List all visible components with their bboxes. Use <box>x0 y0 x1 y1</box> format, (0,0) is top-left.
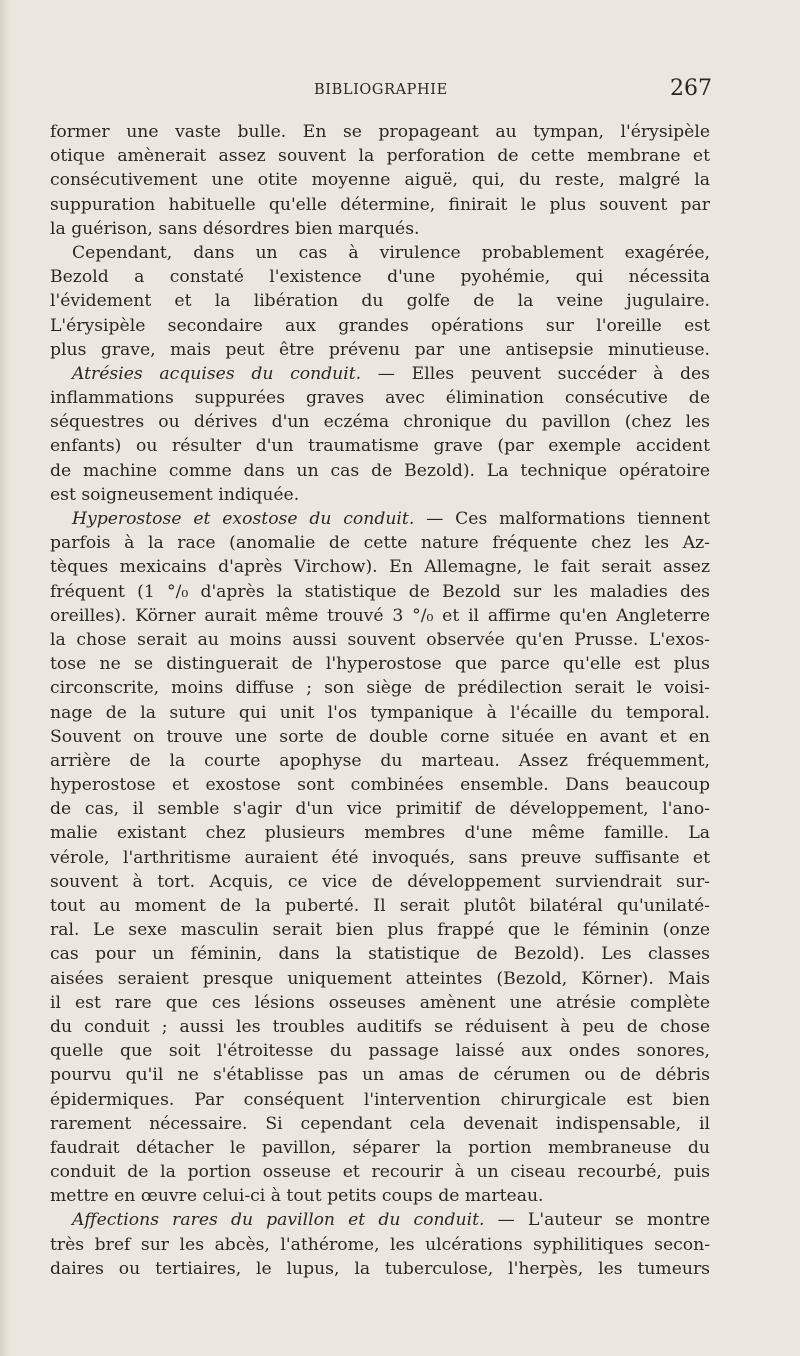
section-line <box>50 1208 710 1232</box>
section-line <box>50 362 710 386</box>
text-line: du conduit ; aussi les troubles auditifs se réduisent à peu de chose <box>50 1016 710 1037</box>
text-line: de cas, il semble s'agir d'un vice primitif de développement, l'ano- <box>50 799 710 820</box>
text-line: tèques mexicains d'après Virchow). En Allemagne, le fait serait assez <box>50 557 710 578</box>
text-line: nage de la suture qui unit l'os tympanique à l'écaille du temporal. <box>50 702 710 723</box>
text-line: L'érysipèle secondaire aux grandes opérations sur l'oreille est <box>50 315 710 336</box>
section-text: — L'auteur se montre <box>484 1210 710 1231</box>
page-gutter-shadow <box>0 0 10 1356</box>
text-line: inflammations suppurées graves avec élimination consécutive de <box>50 388 710 409</box>
text-line: circonscrite, moins diffuse ; son siège de prédilection serait le voisi- <box>50 678 710 699</box>
page-header <box>52 76 712 104</box>
text-line: daires ou tertiaires, le lupus, la tuberculose, l'herpès, les tumeurs <box>50 1258 710 1279</box>
text-line: tose ne se distinguerait de l'hyperostose que parce qu'elle est plus <box>50 654 710 675</box>
text-line: aisées seraient presque uniquement atteintes (Bezold, Körner). Mais <box>50 968 710 989</box>
text-line: enfants) ou résulter d'un traumatisme grave (par exemple accident <box>50 436 710 457</box>
text-line: parfois à la race (anomalie de cette nature fréquente chez les Az- <box>50 533 710 554</box>
text-line: très bref sur les abcès, l'athérome, les ulcérations syphilitiques secon- <box>50 1234 710 1255</box>
text-line: quelle que soit l'étroitesse du passage laissé aux ondes sonores, <box>50 1041 710 1062</box>
text-line: de machine comme dans un cas de Bezold). La technique opératoire <box>50 460 710 481</box>
section-text: — Elles peuvent succéder à des <box>361 363 710 384</box>
text-line: malie existant chez plusieurs membres d'une même famille. La <box>50 823 710 844</box>
section-heading: Atrésies acquises du conduit. <box>72 363 362 384</box>
text-line: épidermiques. Par conséquent l'intervention chirurgicale est bien <box>50 1089 710 1110</box>
text-line: cas pour un féminin, dans la statistique de Bezold). Les classes <box>50 944 710 965</box>
section-heading: Hyperostose et exostose du conduit. <box>72 509 415 529</box>
text-line: former une vaste bulle. En se propageant au tympan, l'érysipèle <box>50 122 710 142</box>
text-line: conduit de la portion osseuse et recourir à un ciseau recourbé, puis <box>50 1162 710 1183</box>
text-line: la chose serait au moins aussi souvent observée qu'en Prusse. L'exos- <box>50 629 710 650</box>
text-line: la guérison, sans désordres bien marqués. <box>50 218 420 239</box>
text-line: otique amènerait assez souvent la perforation de cette membrane et <box>50 146 710 167</box>
text-line: suppuration habituelle qu'elle détermine, finirait le plus souvent par <box>50 194 710 215</box>
text-line: rarement nécessaire. Si cependant cela devenait indispensable, il <box>50 1113 710 1134</box>
section-heading: Affections rares du pavillon et du conduit. <box>72 1210 485 1231</box>
section-line <box>50 507 710 531</box>
text-line: tout au moment de la puberté. Il serait plutôt bilatéral qu'unilaté- <box>50 896 710 916</box>
text-line: il est rare que ces lésions osseuses amènent une atrésie complète <box>50 992 710 1013</box>
text-line: Cependant, dans un cas à virulence probablement exagérée, <box>72 242 710 263</box>
text-line: fréquent (1 °/₀ d'après la statistique de Bezold sur les maladies des <box>50 581 710 602</box>
text-line: ral. Le sexe masculin serait bien plus frappé que le féminin (onze <box>50 920 710 941</box>
text-line: Souvent on trouve une sorte de double corne située en avant et en <box>50 726 710 747</box>
running-head: BIBLIOGRAPHIE <box>314 82 448 98</box>
text-line: est soigneusement indiquée. <box>50 484 300 505</box>
text-line: consécutivement une otite moyenne aiguë, qui, du reste, malgré la <box>50 170 710 191</box>
text-line: plus grave, mais peut être prévenu par une antisepsie minutieuse. <box>50 339 710 360</box>
text-line: mettre en œuvre celui-ci à tout petits coups de marteau. <box>50 1186 544 1207</box>
text-line: arrière de la courte apophyse du marteau. Assez fréquemment, <box>50 750 710 771</box>
text-line: oreilles). Körner aurait même trouvé 3 °/₀ et il affirme qu'en Angleterre <box>50 605 710 626</box>
text-line: faudrait détacher le pavillon, séparer la portion membraneuse du <box>50 1137 710 1158</box>
text-line: séquestres ou dérives d'un eczéma chronique du pavillon (chez les <box>50 412 710 433</box>
text-line: souvent à tort. Acquis, ce vice de développement surviendrait sur- <box>50 871 710 892</box>
text-line: hyperostose et exostose sont combinées ensemble. Dans beaucoup <box>50 775 710 796</box>
text-line: l'évidement et la libération du golfe de la veine jugulaire. <box>50 291 710 312</box>
section-text: — Ces malformations tiennent <box>414 509 710 529</box>
body-text <box>50 120 710 1281</box>
text-line: Bezold a constaté l'existence d'une pyohémie, qui nécessita <box>50 267 710 288</box>
page-number: 267 <box>670 76 712 101</box>
text-line: pourvu qu'il ne s'établisse pas un amas de cérumen ou de débris <box>50 1065 710 1086</box>
text-line: vérole, l'arthritisme auraient été invoqués, sans preuve suffisante et <box>50 847 710 868</box>
